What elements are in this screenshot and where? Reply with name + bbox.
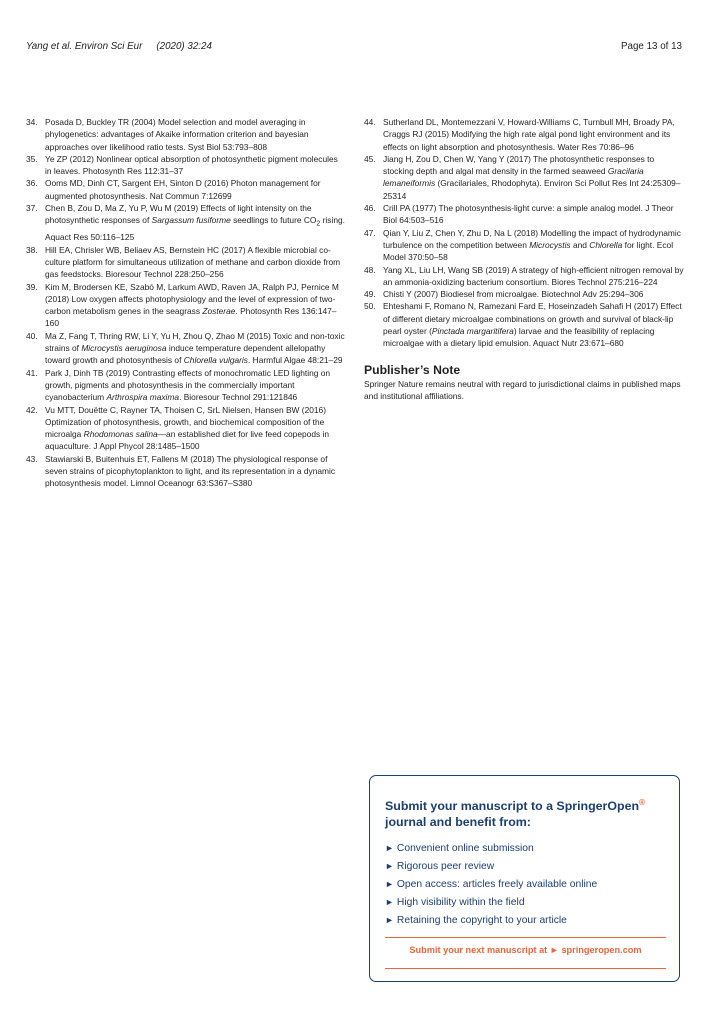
reference-item (26, 330, 346, 367)
benefit-item (385, 857, 597, 875)
reference-number: 43. (26, 453, 38, 464)
box-divider-top (385, 937, 666, 938)
reference-number: 40. (26, 330, 38, 341)
reference-item (364, 264, 684, 289)
reference-number: 46. (364, 203, 376, 214)
reference-text: Sutherland DL, Montemezzani V, Howard-Williams C, Turnbull MH, Broady PA, Craggs RJ (2015) Modifying the high rate algal pond light environment and its effects on light absorption and photosynthesis. Water Res 70:86–96 (383, 117, 675, 152)
springeropen-submit-link[interactable]: Submit your next manuscript at ► springeropen.com (409, 945, 642, 955)
reference-number: 45. (364, 153, 376, 164)
benefit-item (385, 893, 597, 911)
benefit-item (385, 875, 597, 893)
reference-number: 48. (364, 264, 376, 275)
benefit-label: High visibility within the field (396, 897, 525, 908)
reference-text: Posada D, Buckley TR (2004) Model selection and model averaging in phylogenetics: advantages of Akaike information criterion and bayesian approaches over likelihood ratio tests. Syst Biol 53:793–808 (45, 117, 309, 152)
submit-box-title (385, 795, 675, 830)
benefit-item (385, 911, 597, 929)
reference-number: 44. (364, 117, 376, 127)
box-divider-bottom (385, 968, 666, 969)
publisher-note-text: Springer Nature remains neutral with regard to jurisdictional claims in published maps and institutional affiliations. (364, 378, 681, 401)
reference-text: Park J, Dinh TB (2019) Contrasting effects of monochromatic LED lighting on growth, pigments and photosynthesis in the commercially important cyanobacterium Arthrospira maxima. Bioresour Technol 291:121846 (45, 367, 331, 403)
reference-item (26, 244, 346, 281)
springeropen-submit-box (369, 775, 680, 982)
reference-item (364, 202, 684, 227)
reference-number: 38. (26, 244, 38, 255)
reference-item (26, 404, 346, 453)
benefit-label: Retaining the copyright to your article (396, 915, 567, 926)
reference-number: 36. (26, 178, 38, 189)
reference-text: Crill PA (1977) The photosynthesis-light curve: a simple analog model. J Theor Biol 64:503–516 (383, 203, 674, 226)
reference-text: Ye ZP (2012) Nonlinear optical absorption of photosynthetic pigment molecules in leaves. Photosynth Res 112:31–37 (45, 153, 338, 177)
reference-item (26, 281, 346, 330)
reference-text: Stawiarski B, Buitenhuis ET, Fallens M (2018) The physiological response of seven strains of picophytoplankton to light, and its representation in a dynamic photosynthesis model. Limnol Oceanogr 63:S367–S380 (45, 453, 336, 489)
reference-item (364, 300, 684, 349)
reference-item (364, 153, 684, 202)
bullet-arrow-icon: ► (385, 843, 394, 853)
reference-number: 37. (26, 203, 38, 214)
reference-text: Qian Y, Liu Z, Chen Y, Zhu D, Na L (2018) Modelling the impact of hydrodynamic turbulence on the competition between Microcystis and Chlorella for light. Ecol Model 370:50–58 (383, 227, 681, 263)
bullet-arrow-icon: ► (385, 897, 394, 907)
reference-item (26, 153, 346, 178)
reference-number: 41. (26, 367, 38, 378)
bullet-arrow-icon: ► (385, 861, 394, 871)
reference-item (26, 453, 346, 490)
submit-title-line2: journal and benefit from: (385, 815, 531, 830)
benefit-label: Open access: articles freely available online (396, 879, 598, 890)
reference-text: Yang XL, Liu LH, Wang SB (2019) A strategy of high-efficient nitrogen removal by an ammonia-oxidizing bacterium consortium. Biores Technol 275:216–224 (383, 264, 684, 287)
journal-citation: Yang et al. Environ Sci Eur (26, 41, 143, 52)
reference-item (26, 367, 346, 404)
benefit-item (385, 839, 597, 857)
running-header (26, 41, 212, 52)
reference-number: 49. (364, 289, 376, 300)
benefit-label: Rigorous peer review (396, 861, 495, 872)
reference-number: 34. (26, 117, 38, 127)
benefit-label: Convenient online submission (396, 843, 534, 854)
reference-text: Hill EA, Chrisler WB, Beliaev AS, Bernstein HC (2017) A flexible microbial co-culture platform for simultaneous utilization of methane and carbon dioxide from gas feedstocks. Bioresour Technol 228:250–256 (45, 244, 341, 280)
reference-text: Ooms MD, Dinh CT, Sargent EH, Sinton D (2016) Photon management for augmented photosynthesis. Nat Commun 7:12699 (45, 178, 321, 201)
reference-item (26, 202, 346, 244)
reference-item (364, 116, 684, 153)
submit-title-line1: Submit your manuscript to a SpringerOpen (385, 799, 640, 814)
reference-item (26, 116, 346, 153)
reference-text: Ma Z, Fang T, Thring RW, Li Y, Yu H, Zhou Q, Zhao M (2015) Toxic and non-toxic strains of Microcystis aeruginosa induce temperature dependent allelopathy toward growth and photosynthesis of Chlorella vulgaris. Harmful Algae 48:21–29 (45, 330, 345, 366)
reference-list-left (26, 116, 346, 490)
reference-text: Chisti Y (2007) Biodiesel from microalgae. Biotechnol Adv 25:294–306 (383, 289, 644, 300)
reference-text: Kim M, Brodersen KE, Szabó M, Larkum AWD, Raven JA, Ralph PJ, Pernice M (2018) Low oxygen affects photophysiology and the level of expression of two-carbon metabolism genes in the seagrass Zosterae. Photosynth Res 136:147–160 (45, 281, 339, 329)
publisher-note-heading: Publisher’s Note (364, 362, 461, 377)
reference-item (26, 177, 346, 202)
reference-number: 50. (364, 301, 376, 312)
reference-text: Jiang H, Zou D, Chen W, Yang Y (2017) The photosynthetic responses to stocking depth and algal mat density in the farmed seaweed Gracilaria lemaneiformis (Gracilariales, Rhodophyta). Environ Sci Pollut Res Int 24:25309–25314 (383, 153, 681, 201)
reference-text: Ehteshami F, Romano N, Ramezani Fard E, Hoseinzadeh Sahafi H (2017) Effect of different dietary microalgae combinations on growth and survival of black-lip pearl oyster (Pinctada margaritifera) larvae and the feasibility of replacing microalgae with a dietary lipid emulsion. Aquact Nutr 23:671–680 (383, 301, 682, 349)
reference-item (364, 227, 684, 264)
springeropen-logo-mark-icon: ® (639, 798, 645, 807)
bullet-arrow-icon: ► (385, 915, 394, 925)
references-column-left (26, 116, 346, 490)
reference-item (364, 288, 684, 300)
reference-text: Vu MTT, Douëtte C, Rayner TA, Thoisen C, SrL Nielsen, Hansen BW (2016) Optimization of photosynthesis, growth, and biochemical composition of the microalga Rhodomonas salina—an established diet for live feed copepods in aquaculture. J Appl Phycol 28:1485–1500 (45, 404, 330, 452)
benefit-list (385, 839, 597, 929)
reference-list-right (364, 116, 684, 350)
reference-number: 35. (26, 153, 38, 164)
citation-year-volume: (2020) 32:24 (156, 41, 212, 52)
reference-number: 42. (26, 404, 38, 415)
references-column-right (364, 116, 684, 402)
bullet-arrow-icon: ► (385, 879, 394, 889)
reference-number: 47. (364, 227, 376, 238)
page-number: Page 13 of 13 (620, 41, 682, 52)
reference-number: 39. (26, 281, 38, 292)
reference-text: Chen B, Zou D, Ma Z, Yu P, Wu M (2019) Effects of light intensity on the photosynthetic responses of Sargassum fusiforme seedlings to future $CO_2$ rising. Aquact Res 50:116–125 (45, 203, 345, 243)
